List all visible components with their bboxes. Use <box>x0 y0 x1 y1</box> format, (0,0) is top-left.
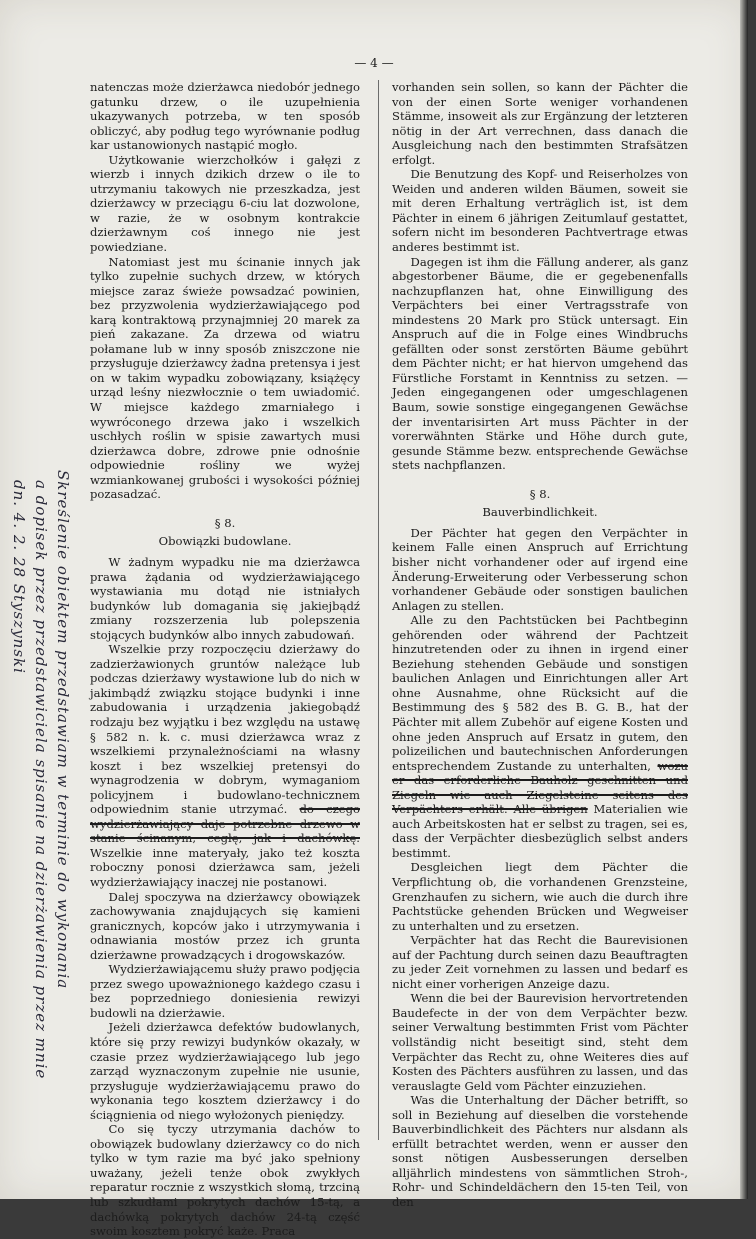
right-section-title: Bauverbindlichkeit. <box>482 505 598 520</box>
left-paragraph: Jeżeli dzierżawca defektów budowlanych, które się przy rewizyi budynków okazały, w czasie przez wydzierżawiającego lub jego zarząd wyznaczonym zupełnie nie usunie, przysługuje wydzierżawiającemu prawo do wykonania tego kosztem dzierżawcy i do ściągnienia od niego wyłożonych pieniędzy. <box>90 1020 360 1122</box>
right-paragraph: vorhanden sein sollen, so kann der Pächter die von der einen Sorte weniger vorhandenen Stämme, insoweit als zur Ergänzung der letzteren nötig in der Art verrechnen, dass danach die Ausgleichung nach den bestimmten Strafsätzen erfolgt. <box>392 80 688 167</box>
left-struck-text: do czego wydzierżawiający daje potrzebne drzewo w stanie ścinanym, cegłę, jak i dachówkę. <box>90 802 360 846</box>
left-paragraph: natenczas może dzierżawca niedobór jednego gatunku drzew, o ile uzupełnienia ukazywanych potrzeba, w ten sposób obliczyć, aby podług tego wyrównanie podług kar ustanowionych nastąpić mogło. <box>90 80 360 153</box>
right-paragraph: Verpächter hat das Recht die Baurevisionen auf der Pachtung durch seinen dazu Beauftragten zu jeder Zeit vornehmen zu lassen und bedarf es nicht einer vorherigen Anzeige dazu. <box>392 933 688 991</box>
left-paragraph: Użytkowanie wierzchołków i gałęzi z wierzb i innych dzikich drzew o ile to utrzymaniu takowych nie przeszkadza, jest dzierżawcy w przeciągu 6-ciu lat dozwolone, w razie, że w osobnym kontrakcie dzierżawnym coś innego nie jest powiedziane. <box>90 152 360 255</box>
right-section-number: § 8. <box>529 486 551 501</box>
right-paragraph: Der Pächter hat gegen den Verpächter in keinem Falle einen Anspruch auf Errichtung bisher nicht vorhandener oder auf irgend eine Änderung-Erweiterung oder Verbesserung schon vorhandener Gebäude oder sonstigen baulichen Anlagen zu stellen. <box>392 525 688 613</box>
left-paragraph: Co się tyczy utrzymania dachów to obowiązek budowlany dzierżawcy co do nich tylko w tym razie ma być jako spełniony uważany, jeżeli tenże obok zwykłych reparatur rocznie z wszystkich słomą, trzciną lub szkudłami pokrytych dachów 15-tą, a dachówką pokrytych dachów 24-tą część swoim kosztem pokryć każe. Praca <box>90 1122 360 1239</box>
handwritten-signature: dn. 4. 2. 28 Styszynski <box>10 480 28 674</box>
scan-edge <box>740 0 748 1199</box>
left-text: Wszelkie inne materyały, jako też koszta roboczny ponosi dzierżawca sam, jeżeli wydzierżawiający inaczej nie postanowi. <box>90 845 360 889</box>
handwritten-margin-note <box>10 470 74 1110</box>
left-section-number: § 8. <box>214 515 236 530</box>
right-column <box>392 80 688 1210</box>
right-text: Alle zu den Pachtstücken bei Pachtbeginn gehörenden oder während der Pachtzeit hinzutretenden oder zu ihnen in irgend einer Beziehung stehenden Gebäude und sonstigen baulichen Anlagen und Einrichtungen aller Art ohne Ausnahme, ohne Rücksicht auf die Bestimmung des § 582 des B. G. B., hat der Pächter mit allem Zubehör auf eigene Kosten und ohne jeden Anspruch auf Ersatz in gutem, den polizeilichen und bautechnischen Anforderungen entsprechendem Zustande zu unterhalten, <box>392 613 688 773</box>
left-text: Wszelkie przy rozpoczęciu dzierżawy do zadzierżawionych gruntów należące lub podczas dzierżawy wystawione lub do nich w jakimbądź związku stojące budynki i inne zabudowania i urządzenia jakiegobądź rodzaju bez wyjątku i bez względu na ustawę § 582 n. k. c. musi dzierżawca wraz z wszelkiemi przynależnościami na własny koszt i bez wszelkiej pretensyi do wynagrodzenia w dobrym, wymaganiom policyjnem i budowlano-technicznem odpowiednim stanie utrzymać. <box>90 642 360 817</box>
left-section-title: Obowiązki budowlane. <box>158 534 292 549</box>
page-number: — 4 — <box>354 56 394 70</box>
right-paragraph: Desgleichen liegt dem Pächter die Verpflichtung ob, die vorhandenen Grenzsteine, Grenzhaufen zu sichern, wie auch die durch ihre Pachtstücke gehenden Brücken und Wegweiser zu unterhalten und zu ersetzen. <box>392 860 688 933</box>
left-paragraph: Wydzierżawiającemu służy prawo podjęcia przez swego upoważnionego każdego czasu i bez poprzedniego doniesienia rewizyi budowli na dzierżawie. <box>90 962 360 1020</box>
left-paragraph: W żadnym wypadku nie ma dzierżawca prawa żądania od wydzierżawiającego wystawiania mu dotąd nie istniałych budynków lub domagania się jakiejbądź zmiany rozszerzenia lub polepszenia stojących budynków albo innych zabudowań. <box>90 554 360 642</box>
handwritten-line: Skreślenie obiektem przedstawiam w terminie do wykonania <box>54 470 72 990</box>
left-paragraph: Dalej spoczywa na dzierżawcy obowiązek zachowywania znajdujących się kamieni granicznych, kopców jako i utrzymywania i odnawiania mostów przez ich grunta dzierżawne prowadzących i drogowskazów. <box>90 889 360 962</box>
right-paragraph: Was die Unterhaltung der Dächer betrifft, so soll in Beziehung auf dieselben die vorstehende Bauverbindlichkeit des Pächters nur alsdann als erfüllt betrachtet werden, wenn er ausser den sonst nötigen Ausbesserungen derselben alljährlich mindestens von sämmtlichen Stroh-, Rohr- und Schindeldächern den 15-ten Teil, von den <box>392 1093 688 1210</box>
right-paragraph: Die Benutzung des Kopf- und Reiserholzes von Weiden und anderen wilden Bäumen, soweit sie mit deren Erhaltung verträglich ist, ist dem Pächter in einem 6 jährigen Zeitumlauf gestattet, sofern nicht im besonderen Pachtvertrage etwas anderes bestimmt ist. <box>392 167 688 255</box>
left-paragraph: Natomiast jest mu ścinanie innych jak tylko zupełnie suchych drzew, w których miejsce zaraz świeże powsadzać powinien, bez przyzwolenia wydzierżawiającego pod karą kontraktową przynajmniej 20 marek za pień zakazane. Za drzewa od wiatru połamane lub w inny sposób zniszczone nie przysługuje dzierżawcy żadna pretensya i jest on w takim wypadku zobowiązany, książęcy urząd leśny niezwłocznie o tem uwiadomić. W miejsce każdego zmarniałego i wywróconego drzewa jako i wszelkich uschłych roślin w spisie zawartych musi dzierżawca dobre, zdrowe pnie odnośnie odpowiednie rośliny we wyżej wzmiankowanej grubości i wysokości później pozasadzać. <box>90 254 361 502</box>
right-paragraph-with-strike <box>392 613 688 860</box>
column-divider <box>378 80 379 1140</box>
right-paragraph: Wenn die bei der Baurevision hervortretenden Baudefecte in der von dem Verpächter bezw. seiner Verwaltung bestimmten Frist vom Pächter vollständig nicht beseitigt sind, steht dem Verpächter das Recht zu, ohne Weiteres dies auf Kosten des Pächters ausführen zu lassen, und das verauslagte Geld vom Pächter einzuziehen. <box>392 991 688 1093</box>
right-struck-text: wozu er das erforderliche Bauholz geschnitten und Ziegeln wie auch Ziegelsteine seitens des Verpächters erhält. Alle übrigen <box>392 758 688 817</box>
left-paragraph-with-strike <box>90 642 360 889</box>
right-text: Materialien wie auch Arbeitskosten hat er selbst zu tragen, sei es, dass der Verpächter diesbezüglich selbst anders bestimmt. <box>392 802 688 860</box>
left-column <box>90 80 360 1239</box>
right-paragraph: Dagegen ist ihm die Fällung anderer, als ganz abgestorbener Bäume, die er gegebenenfalls nachzupflanzen hat, ohne Einwilligung des Verpächters bei einer Vertragsstrafe von mindestens 20 Mark pro Stück untersagt. Ein Anspruch auf die in Folge eines Windbruchs gefällten oder sonst zerstörten Bäume gebührt dem Pächter nicht; er hat hiervon umgehend das Fürstliche Forstamt in Kenntniss zu setzen. — Jeden eingegangenen oder umgeschlagenen Baum, sowie sonstige eingegangenen Gewächse der inventarisirten Art muss Pächter in der vorerwähnten Stärke und Höhe durch gute, gesunde Stämme bezw. entsprechende Gewächse stets nachpflanzen. <box>392 254 688 473</box>
handwritten-line: a dopisek przez przedstawiciela spisanie na dzierżawienia przez mnie <box>32 480 50 1080</box>
